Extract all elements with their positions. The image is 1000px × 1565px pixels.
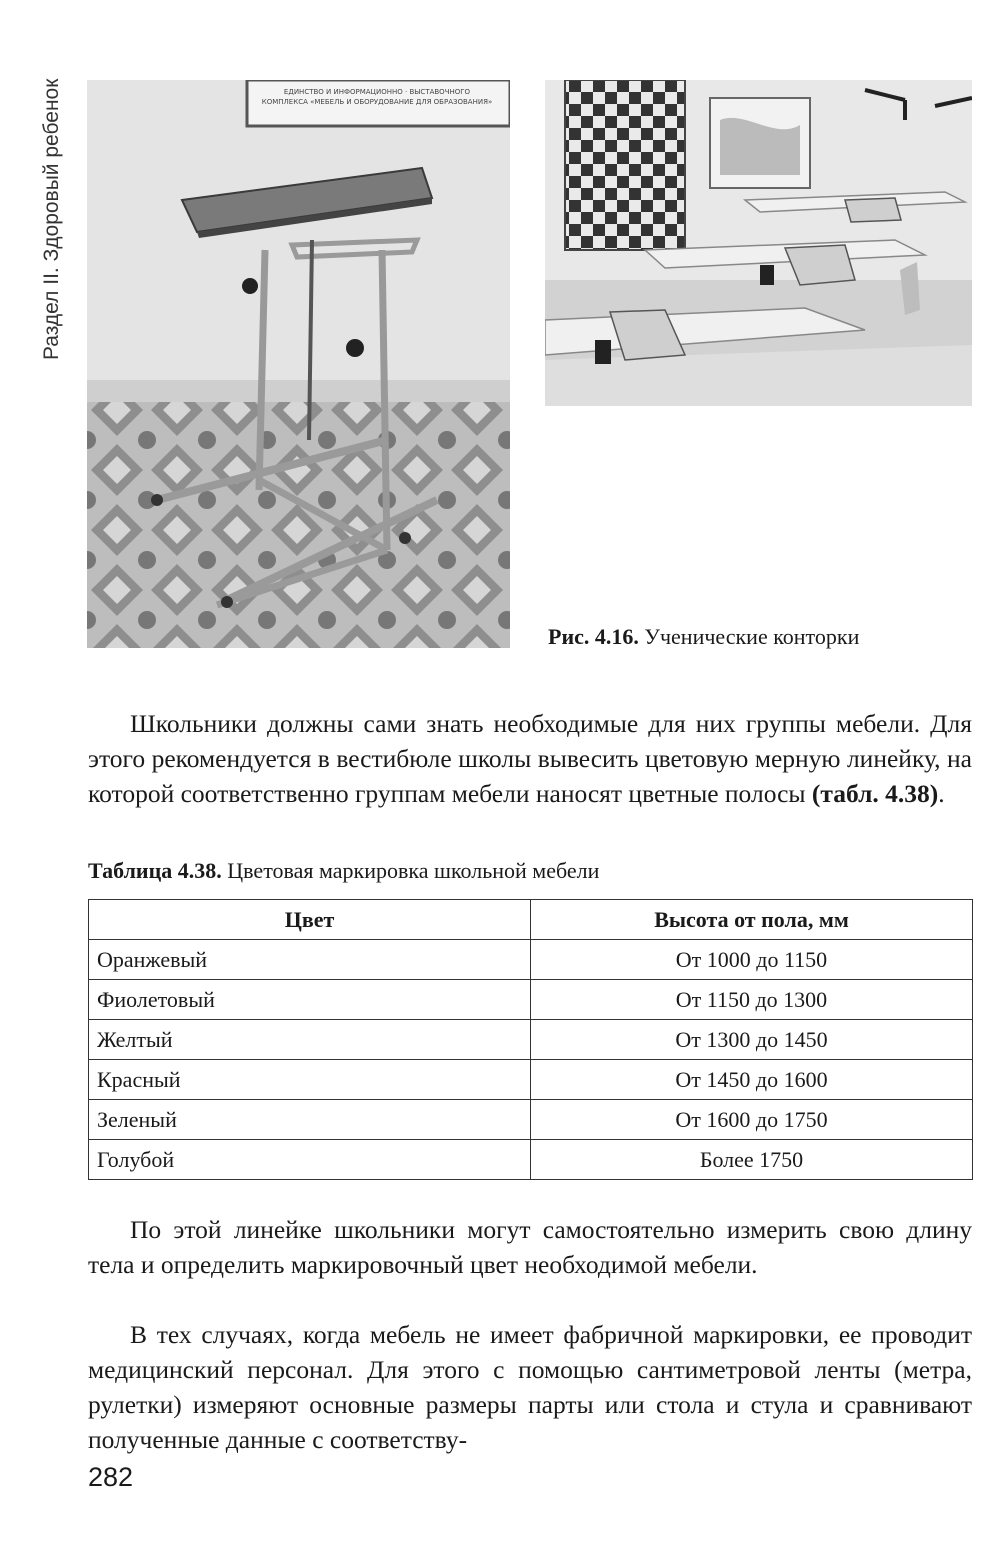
paragraph-2: По этой линейке школьники могут самостоятельно измерить свою длину тела и определить маркировочный цвет необходимой мебели. — [88, 1215, 972, 1279]
cell-color: Желтый — [89, 1020, 531, 1060]
figure-caption — [548, 624, 859, 650]
figure-caption-text: Ученические конторки — [644, 624, 860, 649]
page-number: 282 — [88, 1462, 134, 1492]
cell-color: Зеленый — [89, 1100, 531, 1140]
table-row — [89, 1100, 973, 1140]
cell-height: Более 1750 — [531, 1140, 973, 1180]
paragraph-1-end: . — [938, 779, 945, 808]
cell-height: От 1600 до 1750 — [531, 1100, 973, 1140]
cell-color: Оранжевый — [89, 940, 531, 980]
classroom-illustration — [545, 80, 972, 406]
standing-desk-illustration — [87, 80, 510, 648]
cell-height: От 1300 до 1450 — [531, 1020, 973, 1060]
photo-standing-desk — [87, 80, 510, 648]
table-title — [88, 858, 599, 884]
paragraph-1 — [88, 706, 972, 811]
table-label: Таблица 4.38. — [88, 858, 222, 883]
table-row — [89, 1140, 973, 1180]
table-row — [89, 940, 973, 980]
cell-height: От 1150 до 1300 — [531, 980, 973, 1020]
table-reference: (табл. 4.38) — [811, 779, 939, 808]
table-row — [89, 980, 973, 1020]
table-row — [89, 1060, 973, 1100]
table-row — [89, 1020, 973, 1060]
header-height: Высота от пола, мм — [531, 900, 973, 940]
cell-color: Голубой — [89, 1140, 531, 1180]
photo-classroom-desks — [545, 80, 972, 406]
color-marking-table — [88, 899, 973, 1180]
paragraph-1-text: Школьники должны сами знать необходимые для них группы мебели. Для этого рекомендуется в вестибюле школы вывесить цветовую мерную линейку, на которой соответственно группам мебели наносят цветные полосы — [88, 709, 972, 808]
paragraph-3: В тех случаях, когда мебель не имеет фабричной маркировки, ее проводит медицинский персонал. Для этого с помощью сантиметровой ленты (метра, рулетки) измеряют основные размеры парты или стола и стула и сравнивают полученные данные с соответству- — [88, 1320, 972, 1454]
poster-text-1: ЕДИНСТВО И ИНФОРМАЦИОННО · ВЫСТАВОЧНОГО — [283, 88, 471, 96]
cell-color: Фиолетовый — [89, 980, 531, 1020]
table-title-text: Цветовая маркировка школьной мебели — [227, 858, 600, 883]
cell-color: Красный — [89, 1060, 531, 1100]
cell-height: От 1000 до 1150 — [531, 940, 973, 980]
table-header-row — [89, 900, 973, 940]
poster-text-2: КОМПЛЕКСА «МЕБЕЛЬ И ОБОРУДОВАНИЕ ДЛЯ ОБРАЗОВАНИЯ» — [261, 98, 493, 106]
figure-label: Рис. 4.16. — [548, 624, 639, 649]
header-color: Цвет — [89, 900, 531, 940]
running-header: Раздел II. Здоровый ребенок — [40, 78, 63, 360]
cell-height: От 1450 до 1600 — [531, 1060, 973, 1100]
